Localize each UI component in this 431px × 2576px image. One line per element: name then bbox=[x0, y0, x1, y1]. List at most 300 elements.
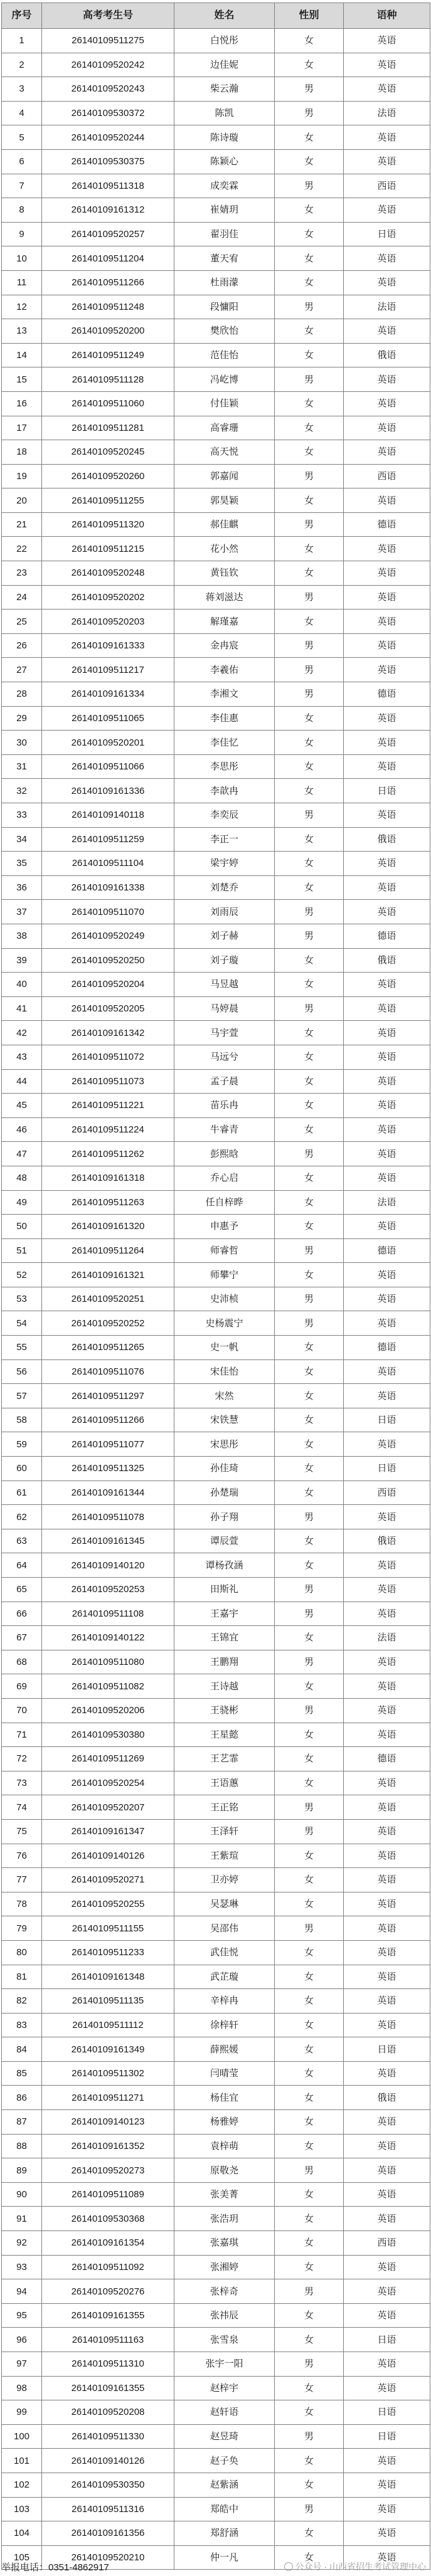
table-row bbox=[2, 246, 430, 271]
cell-language: 英语 bbox=[344, 1432, 430, 1457]
cell-gender: 女 bbox=[275, 2328, 344, 2352]
cell-language: 英语 bbox=[344, 2182, 430, 2207]
cell-gender: 女 bbox=[275, 1359, 344, 1384]
cell-exam-number: 26140109530372 bbox=[42, 101, 174, 125]
cell-language: 英语 bbox=[344, 2521, 430, 2546]
cell-language: 英语 bbox=[344, 731, 430, 755]
cell-gender: 男 bbox=[275, 2279, 344, 2304]
cell-exam-number: 26140109511224 bbox=[42, 1117, 174, 1142]
cell-serial-number: 101 bbox=[2, 2449, 42, 2473]
table-row bbox=[2, 1674, 430, 1699]
cell-name: 牛睿青 bbox=[174, 1117, 275, 1142]
table-row bbox=[2, 440, 430, 465]
cell-serial-number: 1 bbox=[2, 29, 42, 53]
cell-exam-number: 26140109511297 bbox=[42, 1384, 174, 1408]
cell-gender: 女 bbox=[275, 1965, 344, 1989]
table-row bbox=[2, 2037, 430, 2062]
cell-name: 史杨震宁 bbox=[174, 1311, 275, 1336]
cell-name: 花小然 bbox=[174, 537, 275, 561]
cell-exam-number: 26140109161334 bbox=[42, 682, 174, 707]
table-row bbox=[2, 2328, 430, 2352]
cell-exam-number: 26140109520244 bbox=[42, 125, 174, 150]
cell-language: 英语 bbox=[344, 1916, 430, 1941]
cell-gender: 男 bbox=[275, 1238, 344, 1263]
cell-exam-number: 26140109140120 bbox=[42, 1553, 174, 1578]
table-row bbox=[2, 464, 430, 488]
cell-gender: 男 bbox=[275, 2424, 344, 2449]
cell-name: 张嘉琪 bbox=[174, 2231, 275, 2256]
cell-name: 马婷晨 bbox=[174, 996, 275, 1021]
table-row bbox=[2, 827, 430, 852]
cell-gender: 男 bbox=[275, 658, 344, 682]
table-row bbox=[2, 2352, 430, 2377]
table-row bbox=[2, 1384, 430, 1408]
cell-name: 王嘉宇 bbox=[174, 1602, 275, 1626]
cell-language: 德语 bbox=[344, 924, 430, 948]
table-row bbox=[2, 1359, 430, 1384]
cell-gender: 女 bbox=[275, 973, 344, 997]
cell-language: 英语 bbox=[344, 1795, 430, 1820]
cell-exam-number: 26140109511275 bbox=[42, 29, 174, 53]
cell-name: 彭熙晗 bbox=[174, 1142, 275, 1166]
cell-gender: 女 bbox=[275, 1844, 344, 1868]
table-row bbox=[2, 2521, 430, 2546]
cell-language: 英语 bbox=[344, 633, 430, 658]
cell-language: 英语 bbox=[344, 1602, 430, 1626]
table-row bbox=[2, 2400, 430, 2425]
cell-name: 高天悦 bbox=[174, 440, 275, 465]
cell-exam-number: 26140109161352 bbox=[42, 2134, 174, 2158]
account-watermark bbox=[284, 2560, 426, 2573]
cell-gender: 女 bbox=[275, 1626, 344, 1650]
table-row bbox=[2, 996, 430, 1021]
cell-exam-number: 26140109511104 bbox=[42, 852, 174, 876]
cell-gender: 女 bbox=[275, 1336, 344, 1360]
cell-language: 英语 bbox=[344, 440, 430, 465]
cell-language: 日语 bbox=[344, 2328, 430, 2352]
cell-name: 马宇萱 bbox=[174, 1021, 275, 1045]
cell-language: 英语 bbox=[344, 488, 430, 513]
cell-name: 高睿珊 bbox=[174, 416, 275, 440]
table-row bbox=[2, 2207, 430, 2231]
cell-exam-number: 26140109520252 bbox=[42, 1311, 174, 1336]
cell-gender: 女 bbox=[275, 1166, 344, 1190]
cell-exam-number: 26140109511076 bbox=[42, 1359, 174, 1384]
cell-exam-number: 26140109511310 bbox=[42, 2352, 174, 2377]
cell-language: 德语 bbox=[344, 512, 430, 537]
table-row bbox=[2, 1578, 430, 1602]
cell-exam-number: 26140109511155 bbox=[42, 1916, 174, 1941]
cell-name: 解瑾嘉 bbox=[174, 610, 275, 634]
cell-gender: 男 bbox=[275, 803, 344, 828]
header-name: 姓名 bbox=[174, 3, 275, 29]
cell-language: 英语 bbox=[344, 2449, 430, 2473]
cell-serial-number: 100 bbox=[2, 2424, 42, 2449]
table-body bbox=[2, 29, 430, 2570]
cell-name: 申惠予 bbox=[174, 1215, 275, 1239]
cell-name: 白悦彤 bbox=[174, 29, 275, 53]
table-row bbox=[2, 2376, 430, 2400]
cell-name: 李歆冉 bbox=[174, 779, 275, 803]
cell-language: 英语 bbox=[344, 2013, 430, 2037]
cell-name: 吴邵伟 bbox=[174, 1916, 275, 1941]
table-row bbox=[2, 1965, 430, 1989]
cell-gender: 女 bbox=[275, 2231, 344, 2256]
cell-language: 英语 bbox=[344, 2473, 430, 2497]
cell-gender: 女 bbox=[275, 2134, 344, 2158]
cell-serial-number: 81 bbox=[2, 1965, 42, 1989]
table-row bbox=[2, 2473, 430, 2497]
table-row bbox=[2, 2158, 430, 2183]
cell-exam-number: 26140109520243 bbox=[42, 77, 174, 102]
cell-language: 英语 bbox=[344, 706, 430, 731]
cell-serial-number: 50 bbox=[2, 1215, 42, 1239]
cell-name: 李正一 bbox=[174, 827, 275, 852]
cell-gender: 女 bbox=[275, 391, 344, 416]
cell-serial-number: 94 bbox=[2, 2279, 42, 2304]
cell-serial-number: 15 bbox=[2, 367, 42, 392]
cell-serial-number: 59 bbox=[2, 1432, 42, 1457]
cell-name: 宋然 bbox=[174, 1384, 275, 1408]
table-row bbox=[2, 1117, 430, 1142]
cell-name: 王诗越 bbox=[174, 1674, 275, 1699]
cell-language: 英语 bbox=[344, 1940, 430, 1965]
cell-name: 刘雨辰 bbox=[174, 900, 275, 924]
header-language: 语种 bbox=[344, 3, 430, 29]
table-row bbox=[2, 561, 430, 586]
cell-serial-number: 2 bbox=[2, 53, 42, 77]
table-row bbox=[2, 731, 430, 755]
cell-language: 英语 bbox=[344, 996, 430, 1021]
cell-name: 王骁彬 bbox=[174, 1698, 275, 1723]
cell-serial-number: 49 bbox=[2, 1190, 42, 1215]
cell-serial-number: 26 bbox=[2, 633, 42, 658]
table-row bbox=[2, 803, 430, 828]
cell-exam-number: 26140109530375 bbox=[42, 149, 174, 174]
cell-gender: 男 bbox=[275, 633, 344, 658]
cell-language: 英语 bbox=[344, 1650, 430, 1674]
cell-language: 德语 bbox=[344, 1747, 430, 1771]
cell-exam-number: 26140109520205 bbox=[42, 996, 174, 1021]
cell-gender: 男 bbox=[275, 1505, 344, 1529]
cell-serial-number: 93 bbox=[2, 2255, 42, 2279]
cell-language: 英语 bbox=[344, 319, 430, 344]
cell-exam-number: 26140109511080 bbox=[42, 1650, 174, 1674]
cell-language: 日语 bbox=[344, 779, 430, 803]
cell-name: 苗乐冉 bbox=[174, 1094, 275, 1118]
table-row bbox=[2, 101, 430, 125]
cell-serial-number: 22 bbox=[2, 537, 42, 561]
cell-serial-number: 87 bbox=[2, 2110, 42, 2135]
cell-name: 王语蕙 bbox=[174, 1771, 275, 1795]
cell-language: 英语 bbox=[344, 1771, 430, 1795]
cell-gender: 女 bbox=[275, 2207, 344, 2231]
table-row bbox=[2, 2231, 430, 2256]
cell-gender: 女 bbox=[275, 488, 344, 513]
table-row bbox=[2, 1602, 430, 1626]
table-row bbox=[2, 2013, 430, 2037]
table-row bbox=[2, 1336, 430, 1360]
cell-name: 杨雅婷 bbox=[174, 2110, 275, 2135]
cell-gender: 女 bbox=[275, 1408, 344, 1432]
cell-exam-number: 26140109511302 bbox=[42, 2061, 174, 2086]
cell-exam-number: 26140109161355 bbox=[42, 2303, 174, 2328]
cell-exam-number: 26140109511281 bbox=[42, 416, 174, 440]
cell-exam-number: 26140109520242 bbox=[42, 53, 174, 77]
cell-gender: 女 bbox=[275, 537, 344, 561]
cell-serial-number: 85 bbox=[2, 2061, 42, 2086]
cell-name: 张祎辰 bbox=[174, 2303, 275, 2328]
cell-exam-number: 26140109520206 bbox=[42, 1698, 174, 1723]
table-row bbox=[2, 270, 430, 295]
cell-gender: 男 bbox=[275, 1311, 344, 1336]
cell-language: 俄语 bbox=[344, 2086, 430, 2110]
cell-gender: 男 bbox=[275, 1916, 344, 1941]
cell-language: 德语 bbox=[344, 1336, 430, 1360]
cell-name: 马远兮 bbox=[174, 1045, 275, 1069]
cell-gender: 女 bbox=[275, 198, 344, 223]
table-row bbox=[2, 198, 430, 223]
table-row bbox=[2, 319, 430, 344]
cell-exam-number: 26140109140118 bbox=[42, 803, 174, 828]
cell-gender: 男 bbox=[275, 295, 344, 319]
cell-exam-number: 26140109511066 bbox=[42, 754, 174, 779]
cell-exam-number: 26140109511070 bbox=[42, 900, 174, 924]
cell-exam-number: 26140109161348 bbox=[42, 1965, 174, 1989]
cell-serial-number: 78 bbox=[2, 1892, 42, 1916]
cell-serial-number: 54 bbox=[2, 1311, 42, 1336]
table-row bbox=[2, 1771, 430, 1795]
cell-exam-number: 26140109161333 bbox=[42, 633, 174, 658]
cell-gender: 女 bbox=[275, 1215, 344, 1239]
cell-exam-number: 26140109530350 bbox=[42, 2473, 174, 2497]
table-row bbox=[2, 2424, 430, 2449]
cell-serial-number: 63 bbox=[2, 1529, 42, 1553]
table-row bbox=[2, 1650, 430, 1674]
table-row bbox=[2, 343, 430, 367]
cell-exam-number: 26140109511221 bbox=[42, 1094, 174, 1118]
cell-serial-number: 40 bbox=[2, 973, 42, 997]
cell-name: 李羲佑 bbox=[174, 658, 275, 682]
cell-exam-number: 26140109161320 bbox=[42, 1215, 174, 1239]
cell-language: 西语 bbox=[344, 2231, 430, 2256]
cell-language: 日语 bbox=[344, 2400, 430, 2425]
cell-exam-number: 26140109511082 bbox=[42, 1674, 174, 1699]
cell-serial-number: 61 bbox=[2, 1481, 42, 1505]
cell-gender: 女 bbox=[275, 2255, 344, 2279]
cell-language: 俄语 bbox=[344, 343, 430, 367]
cell-name: 徐梓轩 bbox=[174, 2013, 275, 2037]
cell-name: 董天宥 bbox=[174, 246, 275, 271]
admission-list-sheet bbox=[1, 3, 430, 2570]
table-row bbox=[2, 1215, 430, 1239]
cell-name: 李奕辰 bbox=[174, 803, 275, 828]
cell-exam-number: 26140109511325 bbox=[42, 1457, 174, 1481]
cell-gender: 男 bbox=[275, 512, 344, 537]
cell-serial-number: 23 bbox=[2, 561, 42, 586]
table-row bbox=[2, 1844, 430, 1868]
cell-language: 英语 bbox=[344, 125, 430, 150]
table-row bbox=[2, 1166, 430, 1190]
cell-serial-number: 27 bbox=[2, 658, 42, 682]
cell-name: 赵轩语 bbox=[174, 2400, 275, 2425]
cell-serial-number: 88 bbox=[2, 2134, 42, 2158]
cell-language: 英语 bbox=[344, 53, 430, 77]
cell-language: 英语 bbox=[344, 270, 430, 295]
cell-serial-number: 95 bbox=[2, 2303, 42, 2328]
cell-serial-number: 28 bbox=[2, 682, 42, 707]
cell-gender: 女 bbox=[275, 2182, 344, 2207]
cell-name: 刘楚乔 bbox=[174, 875, 275, 900]
cell-gender: 男 bbox=[275, 1650, 344, 1674]
table-row bbox=[2, 610, 430, 634]
cell-name: 袁梓萌 bbox=[174, 2134, 275, 2158]
cell-language: 英语 bbox=[344, 1215, 430, 1239]
cell-exam-number: 26140109520257 bbox=[42, 222, 174, 246]
cell-serial-number: 79 bbox=[2, 1916, 42, 1941]
cell-language: 英语 bbox=[344, 246, 430, 271]
cell-language: 英语 bbox=[344, 1384, 430, 1408]
cell-serial-number: 104 bbox=[2, 2521, 42, 2546]
cell-gender: 女 bbox=[275, 416, 344, 440]
cell-exam-number: 26140109161344 bbox=[42, 1481, 174, 1505]
admission-list-table bbox=[1, 3, 430, 2570]
page-footer bbox=[0, 2557, 431, 2576]
table-row bbox=[2, 682, 430, 707]
cell-language: 英语 bbox=[344, 1698, 430, 1723]
cell-serial-number: 4 bbox=[2, 101, 42, 125]
cell-name: 武芷璇 bbox=[174, 1965, 275, 1989]
cell-gender: 女 bbox=[275, 270, 344, 295]
cell-serial-number: 71 bbox=[2, 1723, 42, 1747]
cell-exam-number: 26140109511204 bbox=[42, 246, 174, 271]
cell-gender: 女 bbox=[275, 149, 344, 174]
cell-exam-number: 26140109511128 bbox=[42, 367, 174, 392]
cell-serial-number: 64 bbox=[2, 1553, 42, 1578]
table-row bbox=[2, 633, 430, 658]
table-row bbox=[2, 1190, 430, 1215]
cell-serial-number: 42 bbox=[2, 1021, 42, 1045]
cell-exam-number: 26140109161342 bbox=[42, 1021, 174, 1045]
cell-exam-number: 26140109140122 bbox=[42, 1626, 174, 1650]
cell-serial-number: 73 bbox=[2, 1771, 42, 1795]
cell-name: 范佳怡 bbox=[174, 343, 275, 367]
cell-name: 张梓奇 bbox=[174, 2279, 275, 2304]
cell-name: 樊欣怡 bbox=[174, 319, 275, 344]
cell-language: 英语 bbox=[344, 1965, 430, 1989]
cell-exam-number: 26140109520200 bbox=[42, 319, 174, 344]
table-row bbox=[2, 973, 430, 997]
table-row bbox=[2, 706, 430, 731]
table-row bbox=[2, 77, 430, 102]
cell-exam-number: 26140109520202 bbox=[42, 585, 174, 610]
cell-gender: 女 bbox=[275, 1069, 344, 1094]
cell-gender: 女 bbox=[275, 222, 344, 246]
cell-language: 英语 bbox=[344, 2303, 430, 2328]
cell-name: 孟子晨 bbox=[174, 1069, 275, 1094]
table-row bbox=[2, 875, 430, 900]
cell-language: 英语 bbox=[344, 1674, 430, 1699]
cell-language: 英语 bbox=[344, 803, 430, 828]
cell-serial-number: 32 bbox=[2, 779, 42, 803]
cell-gender: 女 bbox=[275, 779, 344, 803]
cell-exam-number: 26140109520271 bbox=[42, 1868, 174, 1892]
cell-exam-number: 26140109511215 bbox=[42, 537, 174, 561]
cell-name: 李佳惠 bbox=[174, 706, 275, 731]
cell-language: 英语 bbox=[344, 1142, 430, 1166]
cell-language: 英语 bbox=[344, 149, 430, 174]
cell-language: 俄语 bbox=[344, 948, 430, 973]
cell-serial-number: 11 bbox=[2, 270, 42, 295]
table-row bbox=[2, 754, 430, 779]
cell-language: 英语 bbox=[344, 754, 430, 779]
cell-serial-number: 70 bbox=[2, 1698, 42, 1723]
cell-language: 英语 bbox=[344, 658, 430, 682]
cell-serial-number: 31 bbox=[2, 754, 42, 779]
cell-exam-number: 26140109511248 bbox=[42, 295, 174, 319]
cell-exam-number: 26140109511255 bbox=[42, 488, 174, 513]
cell-serial-number: 24 bbox=[2, 585, 42, 610]
cell-exam-number: 26140109520248 bbox=[42, 561, 174, 586]
cell-gender: 男 bbox=[275, 2352, 344, 2377]
cell-name: 陈颖心 bbox=[174, 149, 275, 174]
table-row bbox=[2, 1094, 430, 1118]
cell-exam-number: 26140109520208 bbox=[42, 2400, 174, 2425]
cell-exam-number: 26140109511077 bbox=[42, 1432, 174, 1457]
cell-language: 英语 bbox=[344, 2255, 430, 2279]
cell-language: 英语 bbox=[344, 1069, 430, 1094]
table-row bbox=[2, 779, 430, 803]
cell-name: 付佳颖 bbox=[174, 391, 275, 416]
cell-serial-number: 7 bbox=[2, 174, 42, 198]
cell-gender: 女 bbox=[275, 1553, 344, 1578]
cell-serial-number: 60 bbox=[2, 1457, 42, 1481]
table-row bbox=[2, 416, 430, 440]
cell-serial-number: 44 bbox=[2, 1069, 42, 1094]
cell-language: 英语 bbox=[344, 1723, 430, 1747]
cell-exam-number: 26140109511249 bbox=[42, 343, 174, 367]
table-row bbox=[2, 948, 430, 973]
cell-language: 日语 bbox=[344, 1457, 430, 1481]
cell-serial-number: 43 bbox=[2, 1045, 42, 1069]
cell-language: 英语 bbox=[344, 1094, 430, 1118]
cell-gender: 男 bbox=[275, 367, 344, 392]
table-row bbox=[2, 1868, 430, 1892]
cell-language: 日语 bbox=[344, 2037, 430, 2062]
table-row bbox=[2, 2255, 430, 2279]
cell-serial-number: 21 bbox=[2, 512, 42, 537]
cell-language: 英语 bbox=[344, 2207, 430, 2231]
cell-serial-number: 14 bbox=[2, 343, 42, 367]
cell-name: 宋思彤 bbox=[174, 1432, 275, 1457]
cell-language: 英语 bbox=[344, 2134, 430, 2158]
cell-name: 仲一凡 bbox=[174, 2545, 275, 2570]
cell-serial-number: 53 bbox=[2, 1287, 42, 1311]
cell-serial-number: 92 bbox=[2, 2231, 42, 2256]
table-row bbox=[2, 174, 430, 198]
cell-gender: 女 bbox=[275, 2400, 344, 2425]
cell-language: 英语 bbox=[344, 1892, 430, 1916]
cell-serial-number: 105 bbox=[2, 2545, 42, 2570]
table-row bbox=[2, 512, 430, 537]
cell-serial-number: 39 bbox=[2, 948, 42, 973]
cell-name: 张宇一阳 bbox=[174, 2352, 275, 2377]
cell-name: 武佳悦 bbox=[174, 1940, 275, 1965]
cell-name: 郭嘉闻 bbox=[174, 464, 275, 488]
cell-gender: 女 bbox=[275, 1989, 344, 2014]
cell-serial-number: 69 bbox=[2, 1674, 42, 1699]
table-row bbox=[2, 149, 430, 174]
